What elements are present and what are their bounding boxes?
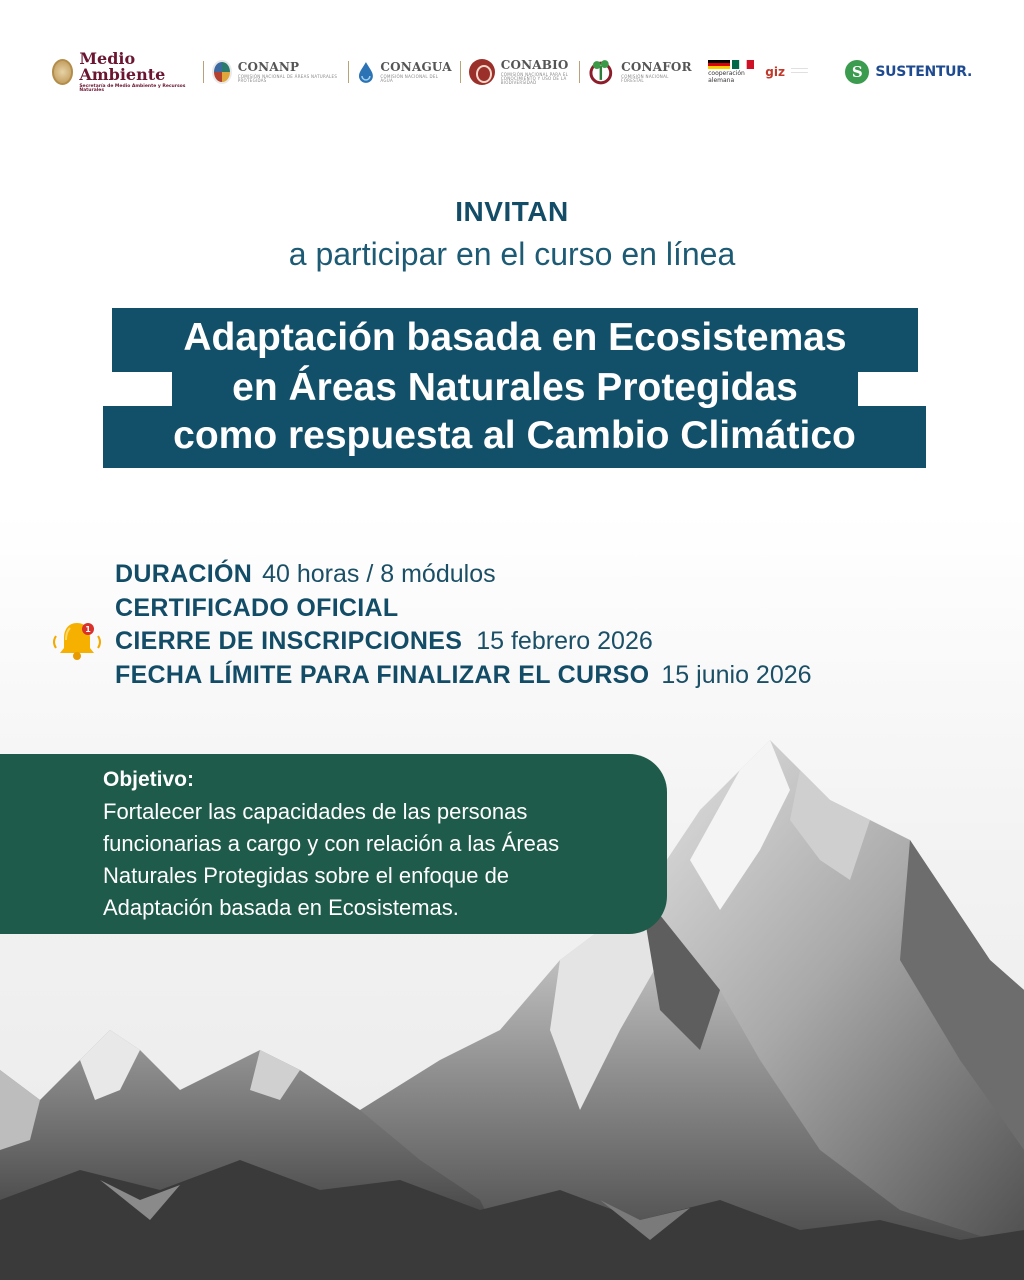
objective-text [103,796,647,924]
logo-giz-name: giz [765,65,785,79]
logo-sustentur [845,52,972,92]
invitation-subtitle: a participar en el curso en línea [288,236,736,272]
closing-row [115,625,915,659]
logo-conafor [587,52,692,92]
sustentur-emblem-icon: S [845,60,869,84]
logo-conagua [357,52,452,92]
course-details [115,558,915,692]
logo-conabio-subtitle: COMISIÓN NACIONAL PARA EL CONOCIMIENTO Y USO DE LA BIODIVERSIDAD [500,72,569,85]
logo-conanp [212,52,340,92]
partner-logos [52,48,972,93]
logo-conabio-name: CONABIO [500,58,569,72]
notification-count: 1 [85,625,91,634]
logo-divider [203,61,204,83]
logo-divider [579,61,580,83]
objective-line-2: funcionarias a cargo y con relación a las Áreas [103,831,560,856]
logo-medio-ambiente-subtitle: Secretaría de Medio Ambiente y Recursos Naturales [79,83,186,93]
duration-row [115,558,915,592]
course-title-line-3: como respuesta al Cambio Climático [103,406,926,468]
logo-giz [765,52,831,92]
logo-conagua-subtitle: COMISIÓN NACIONAL DEL AGUA [380,74,439,83]
giz-subtext-icon: ──────── ──────── [790,67,808,75]
objective-title: Objetivo: [103,768,195,791]
water-drop-icon [357,61,375,83]
invitan-heading: INVITAN [455,196,569,227]
logo-medio-ambiente [52,48,195,93]
duration-label: DURACIÓN [115,560,253,588]
logo-conanp-subtitle: COMISIÓN NACIONAL DE ÁREAS NATURALES PROTEGIDAS [237,74,338,83]
objective-panel [0,754,667,934]
bell-icon [50,618,104,664]
closing-value: 15 febrero 2026 [476,627,653,655]
logo-cooperacion-alemana [708,52,754,92]
logo-conafor-name: CONAFOR [621,60,692,74]
logo-divider [348,61,349,83]
certificate-label: CERTIFICADO OFICIAL [115,593,399,622]
logo-sustentur-name: SUSTENTUR. [875,64,972,80]
logo-conanp-name: CONANP [237,60,300,74]
cooperacion-line1: cooperación [708,70,745,78]
cooperacion-line2: alemana [708,76,735,84]
mexico-seal-icon [52,59,73,85]
objective-line-4: Adaptación basada en Ecosistemas. [103,895,459,920]
deadline-value: 15 junio 2026 [661,660,812,689]
logo-conabio [469,52,571,92]
deadline-label: FECHA LÍMITE PARA FINALIZAR EL CURSO [115,660,650,689]
logo-medio-ambiente-name: Medio Ambiente [79,48,166,84]
objective-line-1: Fortalecer las capacidades de las personas [103,799,528,824]
logo-divider [460,61,461,83]
deadline-row [115,659,915,693]
logo-conafor-subtitle: COMISIÓN NACIONAL FORESTAL [621,74,669,83]
closing-label: CIERRE DE INSCRIPCIONES [115,627,463,655]
objective-line-3: Naturales Protegidas sobre el enfoque de [103,863,510,888]
course-title-line-2: en Áreas Naturales Protegidas [172,363,858,413]
conabio-emblem-icon [469,59,495,85]
course-title-line-1: Adaptación basada en Ecosistemas [112,308,918,372]
certificate-row [115,592,915,626]
duration-value: 40 horas / 8 módulos [262,560,496,588]
flags-icon [708,60,754,69]
tree-icon [587,58,615,86]
conanp-emblem-icon [212,60,232,84]
logo-conagua-name: CONAGUA [380,60,452,74]
